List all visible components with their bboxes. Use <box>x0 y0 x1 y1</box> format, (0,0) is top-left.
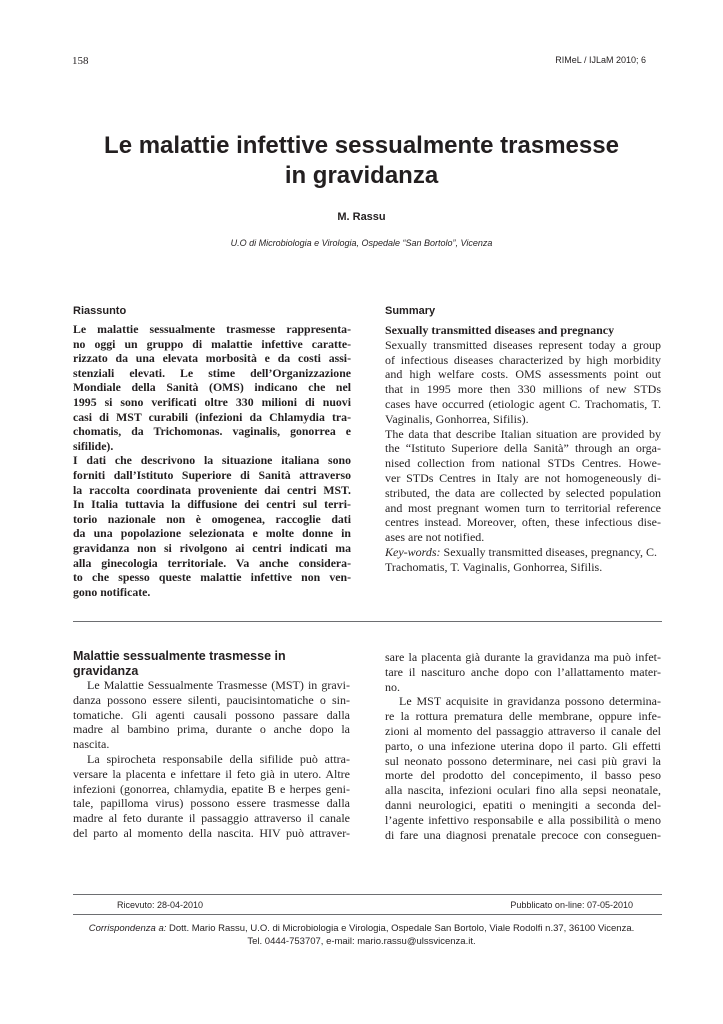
riassunto-line: 1995 si sono verificati oltre 330 milioni di nuovi <box>73 394 351 409</box>
published-date: Pubblicato on-line: 07-05-2010 <box>510 900 633 910</box>
summary-heading: Summary <box>385 305 436 317</box>
body-line: del parto al momento della nascita. HIV può attraver- <box>73 825 350 840</box>
received-date: Ricevuto: 28-04-2010 <box>117 900 204 910</box>
summary-line: and high welfare costs. OMS assessments point out <box>385 367 661 382</box>
author: M. Rassu <box>337 211 386 223</box>
body-line: versare la placenta e infettare il feto già in utero. Altre <box>73 766 350 781</box>
riassunto-line: rizzato da una elevata morbosità e da costi assi- <box>73 351 351 366</box>
riassunto-heading: Riassunto <box>73 305 127 317</box>
summary-line: Sexually transmitted diseases represent today a group <box>385 337 661 352</box>
body-line: La spirocheta responsabile della sifilide può attra- <box>87 751 350 766</box>
body-line: tomatiche. Gli agenti causali possono passare dalla <box>73 707 350 722</box>
riassunto-line: chomatis, da Trichomonas. vaginalis, gonorrea e <box>73 424 351 439</box>
riassunto-line: stenziali elevati. Le stime dell’Organizzazione <box>73 365 351 380</box>
body-line: Le Malattie Sessualmente Trasmesse (MST) in gravi- <box>87 678 350 692</box>
riassunto-line: no oggi un gruppo di malattie infettive caratte- <box>73 336 351 351</box>
keywords-line <box>385 545 661 560</box>
summary-line: nised collection from national STDs Centres. Howe- <box>385 456 661 471</box>
body-line: no. <box>385 679 400 694</box>
riassunto-line: alla ginecologia territoriale. Va anche considera- <box>73 555 351 570</box>
correspondence-address: Dott. Mario Rassu, U.O. di Microbiologia e Virologia, Ospedale San Bortolo, Viale Rodolfi n.37, 36100 Vicenza. <box>169 923 635 934</box>
riassunto-line: gono notificate. <box>73 584 151 599</box>
riassunto-line: da una popolazione selezionata e molte donne in <box>73 526 351 541</box>
body-line: sare la placenta già durante la gravidanza ma può infet- <box>385 650 661 664</box>
footer-divider-top <box>73 894 662 895</box>
summary-line: that in 1995 more then 330 millions of new STDs <box>385 382 661 397</box>
riassunto-line: gravidanza non si rivolgono ai centri indicati ma <box>73 540 351 555</box>
summary-subtitle: Sexually transmitted diseases and pregnancy <box>385 323 615 337</box>
riassunto-line: Mondiale della Sanità (OMS) indicano che nel <box>73 380 351 395</box>
body-line: nascita. <box>73 737 110 752</box>
footer-divider-bottom <box>73 914 662 915</box>
summary-line: stributed, the data are collected by selected population <box>385 485 661 500</box>
body-line: danza possono essere silenti, paucisintomatiche o sin- <box>73 692 350 707</box>
body-line: re la rottura prematura delle membrane, oppure infe- <box>385 709 661 724</box>
riassunto-line: forniti dall’Istituto Superiore di Sanità attraverso <box>73 467 351 482</box>
body-line: di fare una diagnosi prenatale precoce con conseguen- <box>385 827 661 842</box>
body-line: madre al bambino prima, durante o anche dopo la <box>73 722 350 737</box>
correspondence-line-1 <box>0 922 723 935</box>
body-line: zioni al momento del passaggio attraverso il canale del <box>385 723 661 738</box>
affiliation: U.O di Microbiologia e Virologia, Ospedale “San Bortolo”, Vicenza <box>230 238 493 248</box>
keywords-label: Key-words: <box>385 544 441 559</box>
summary-line: and most pregnant women turn to territorial reference <box>385 500 661 515</box>
title-line-2: in gravidanza <box>284 162 439 189</box>
body-line: parto, o una infezione uterina dopo il parto. Gli effetti <box>385 738 661 753</box>
riassunto-line: casi di MST curabili (infezioni da Chlamydia tra- <box>73 409 351 424</box>
body-line: danni neurologici, epatiti o meningiti a seconda del- <box>385 797 661 812</box>
page-number: 158 <box>72 55 89 67</box>
correspondence-label: Corrispondenza a: <box>88 923 167 934</box>
article-title <box>60 131 663 191</box>
riassunto-line: la raccolta coordinata proveniente dai centri MST. <box>73 482 351 497</box>
summary-text <box>385 323 661 575</box>
body-line: Le MST acquisite in gravidanza possono determina- <box>399 694 661 709</box>
summary-line: ver STDs Centres in Italy are not homogeneously di- <box>385 470 661 485</box>
correspondence <box>0 922 723 948</box>
body-line: sul neonato possono determinare, nei casi più gravi la <box>385 753 661 768</box>
title-line-1: Le malattie infettive sessualmente trasmesse <box>104 132 619 159</box>
summary-line: Vaginalis, Gonhorrea, Sifilis). <box>385 411 529 426</box>
section-divider <box>73 621 662 622</box>
body-line: tare il nascituro anche dopo con l’allattamento mater- <box>385 664 661 679</box>
keywords-line: Trachomatis, T. Vaginalis, Gonhorrea, Sifilis. <box>385 559 603 574</box>
keywords-text: Sexually transmitted diseases, pregnancy, C. <box>443 544 658 559</box>
summary-line: cases have occurred (etiologic agent C. Trachomatis, T. <box>385 396 661 411</box>
body-line: tale, papilloma virus) possono essere trasmesse dalla <box>73 796 350 811</box>
body-line: infezioni (gonorrea, chlamydia, epatite B e herpes geni- <box>73 781 350 796</box>
summary-line: centres instead. Moreover, often, these infectious dise- <box>385 515 661 530</box>
body-right-column <box>385 650 661 842</box>
riassunto-line: sifilide). <box>73 438 114 453</box>
body-left-column <box>73 678 350 841</box>
correspondence-line-2: Tel. 0444-753707, e-mail: mario.rassu@ulssvicenza.it. <box>247 936 476 947</box>
riassunto-line: I dati che descrivono la situazione italiana sono <box>73 453 351 468</box>
journal-reference: RIMeL / IJLaM 2010; 6 <box>555 55 646 65</box>
summary-line: of infectious diseases characterized by high morbidity <box>385 352 661 367</box>
riassunto-line: to che spesso queste malattie infettive non ven- <box>73 570 351 585</box>
body-line: madre al feto durante il passaggio attraverso il canale <box>73 811 350 826</box>
section-heading: Malattie sessualmente trasmesse in gravidanza <box>73 649 286 678</box>
body-line: alla nascita, infezioni oculari fino alla sepsi neonatale, <box>385 783 661 798</box>
summary-line: the “Istituto Superiore della Sanità” through an orga- <box>385 441 661 456</box>
riassunto-line: In Italia tuttavia la diffusione dei centri sul terri- <box>73 497 351 512</box>
riassunto-text <box>73 322 351 599</box>
body-line: l’agente infettivo responsabile e alla possibilità o meno <box>385 812 661 827</box>
body-line: morte del prodotto del concepimento, il basso peso <box>385 768 661 783</box>
riassunto-line: torio nazionale non è omogenea, raccoglie dati <box>73 511 351 526</box>
riassunto-line: Le malattie sessualmente trasmesse rappresenta- <box>73 322 351 336</box>
summary-line: The data that describe Italian situation are provided by <box>385 426 661 441</box>
summary-line: ases are not notified. <box>385 530 485 545</box>
